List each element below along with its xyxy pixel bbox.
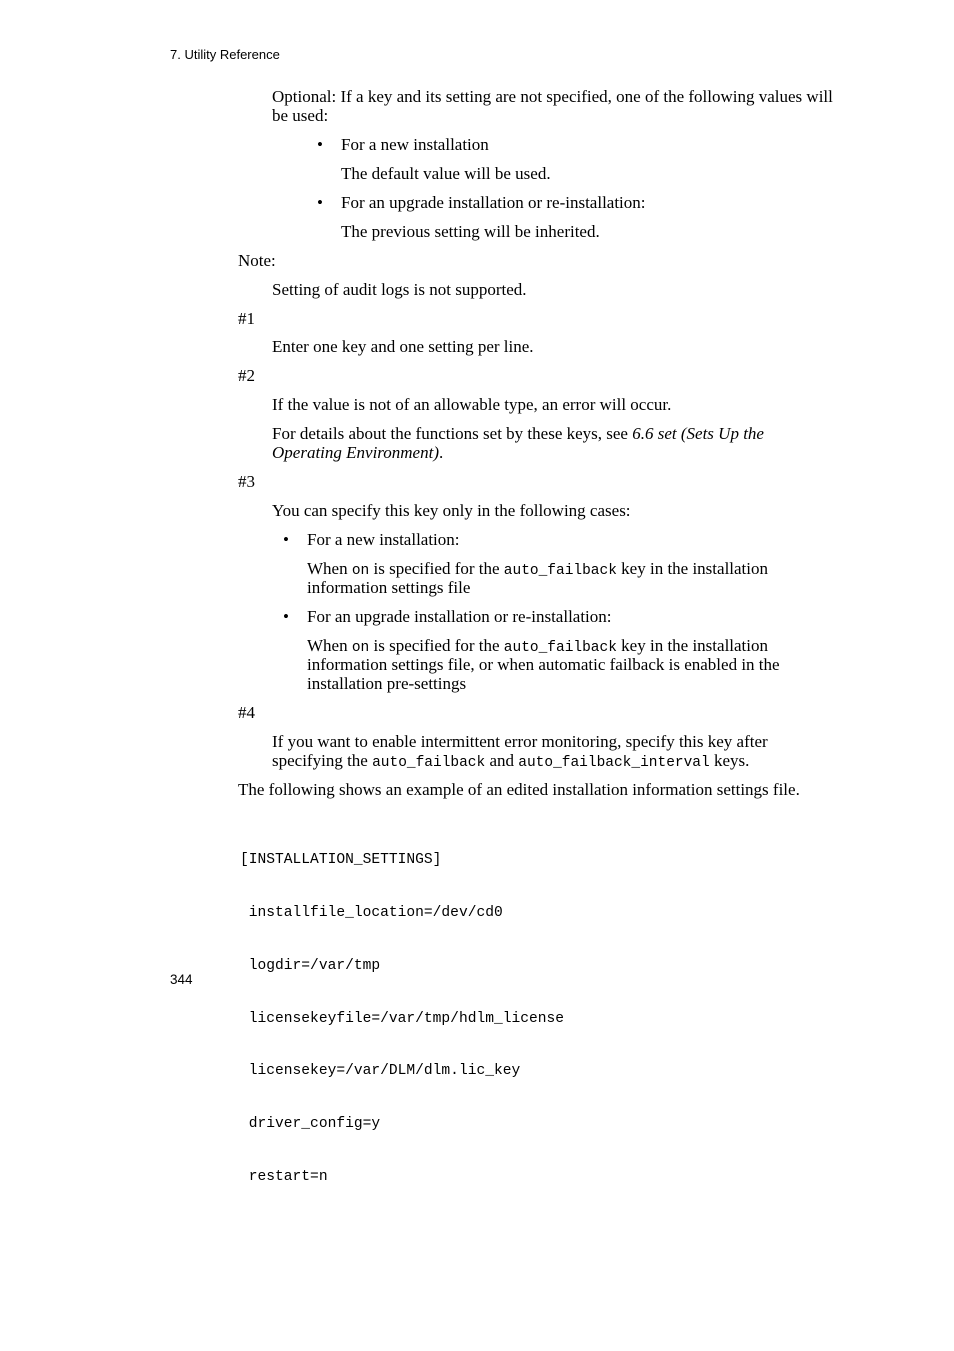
text-rest: key in the installation [616,559,769,578]
text-mid: is specified for the [369,559,504,578]
footnote-2-text: If the value is not of an allowable type, an error will occur. [272,395,672,414]
settings-file-example [240,817,564,1204]
optional-item-upgrade-body: The previous setting will be inherited. [341,222,600,241]
cross-reference-link[interactable]: 6.6 set (Sets Up the Operating Environment) [272,424,764,462]
footnote-1-text: Enter one key and one setting per line. [272,337,534,356]
bullet-icon: • [283,607,289,626]
optional-item-upgrade-title: For an upgrade installation or re-installation: [341,193,646,212]
code-line: installfile_location=/dev/cd0 [240,904,503,921]
optional-paragraph: Optional: If a key and its setting are not specified, one of the following values will be used: [272,87,833,125]
case-new-line-2: information settings file [307,578,471,597]
footnote-3-label: #3 [238,472,255,491]
code-line: licensekey=/var/DLM/dlm.lic_key [240,1063,521,1080]
case-new-title: For a new installation: [307,530,460,549]
bullet-icon: • [317,135,323,154]
details-prefix: For details about the functions set by these keys, see [272,424,633,443]
optional-item-new-title: For a new installation [341,135,489,154]
text-when: When [307,559,352,578]
code-key-2: auto_failback_interval [518,755,710,771]
footnote-1-label: #1 [238,309,255,328]
text-prefix: specifying the [272,751,373,770]
footnote-3-text: You can specify this key only in the following cases: [272,501,631,520]
code-key: auto_failback [503,640,617,656]
details-suffix: . [438,443,444,462]
footnote-4-line-1: If you want to enable intermittent error monitoring, specify this key after [272,732,768,751]
footnote-2-label: #2 [238,366,255,385]
code-key-1: auto_failback [372,755,486,771]
note-text: Setting of audit logs is not supported. [272,280,527,299]
text-and: and [485,751,519,770]
code-line: [INSTALLATION_SETTINGS] [240,852,442,869]
code-line: logdir=/var/tmp [240,957,381,974]
footnote-2-details [272,424,812,462]
footnote-4-label: #4 [238,703,255,722]
example-intro: The following shows an example of an edited installation information settings file. [238,780,800,799]
text-mid: is specified for the [369,636,504,655]
code-on: on [351,563,370,579]
note-label: Note: [238,251,276,270]
code-line: driver_config=y [240,1116,381,1133]
text-rest: key in the installation [616,636,769,655]
text-suffix: keys. [709,751,750,770]
code-on: on [351,640,370,656]
case-upgrade-line-3: installation pre-settings [307,674,467,693]
footnote-4-line-2 [272,751,749,773]
case-upgrade-title: For an upgrade installation or re-installation: [307,607,612,626]
bullet-icon: • [317,193,323,212]
optional-item-new-body: The default value will be used. [341,164,551,183]
code-key: auto_failback [503,563,617,579]
bullet-icon: • [283,530,289,549]
running-head: 7. Utility Reference [170,47,280,62]
code-line: restart=n [240,1168,328,1185]
code-line: licensekeyfile=/var/tmp/hdlm_license [240,1010,565,1027]
case-upgrade-line-2: information settings file, or when automatic failback is enabled in the [307,655,780,674]
text-when: When [307,636,352,655]
page-number: 344 [170,972,193,987]
